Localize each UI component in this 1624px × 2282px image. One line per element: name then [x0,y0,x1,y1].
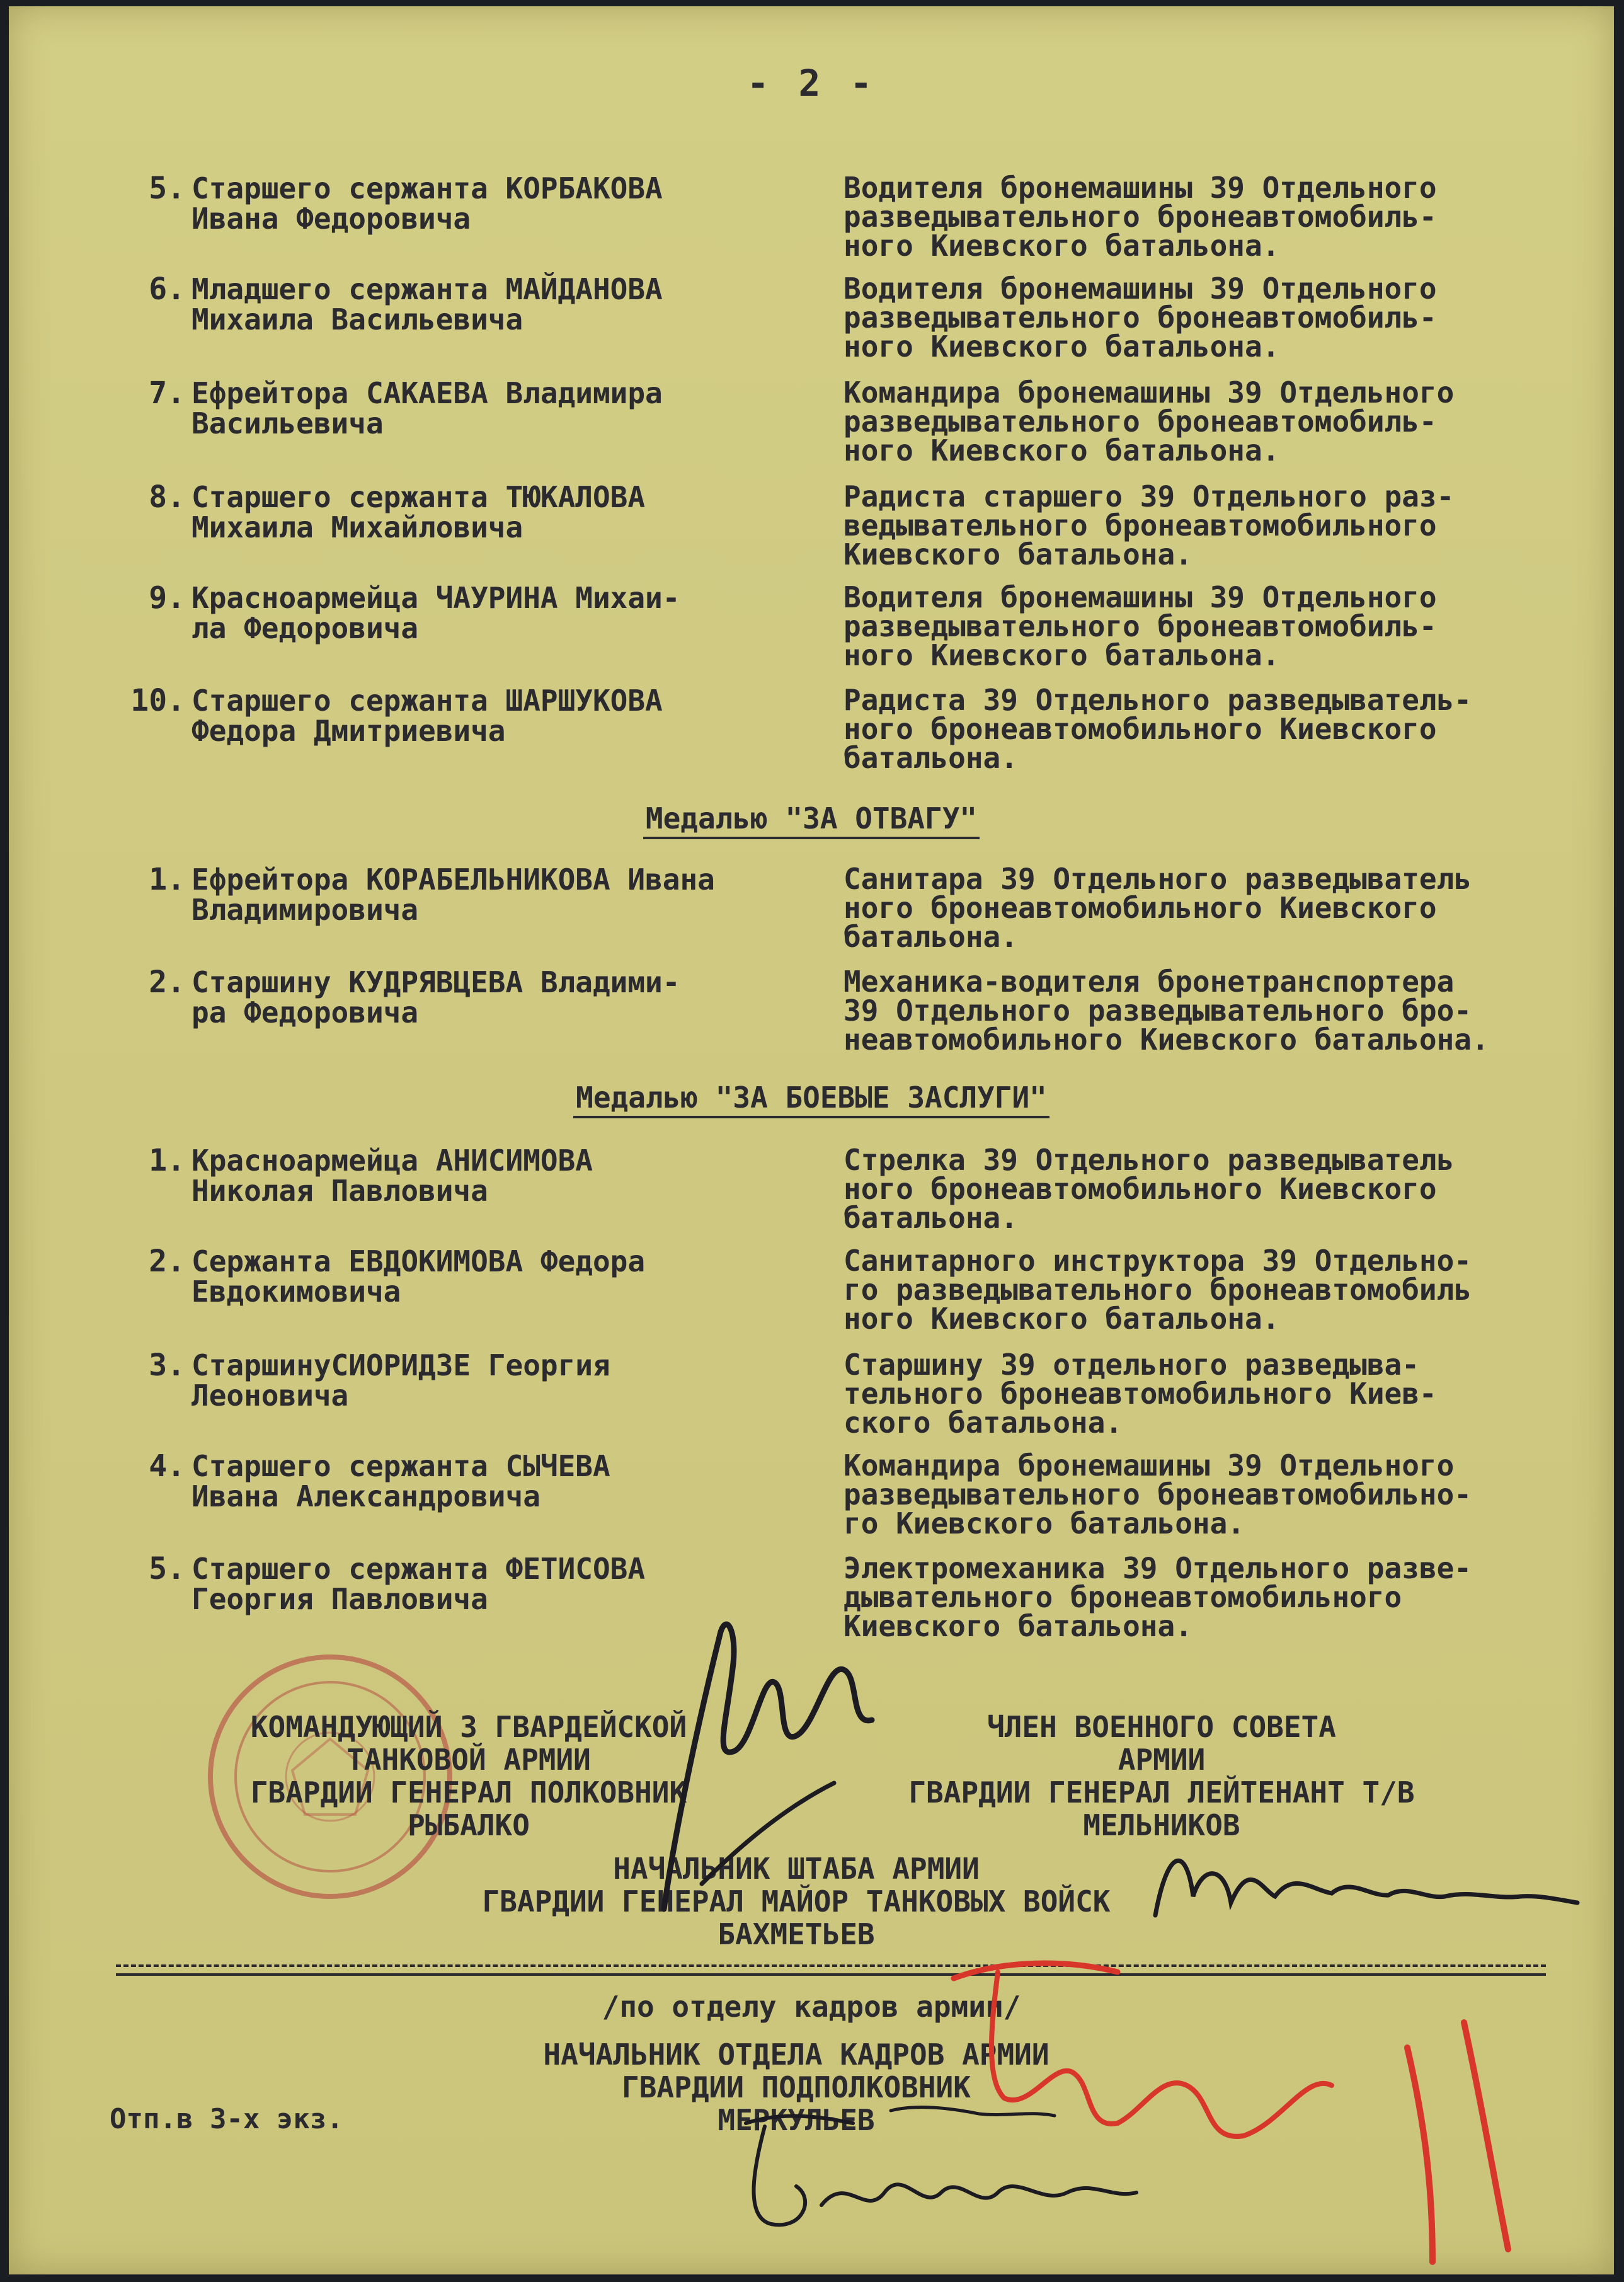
recipient-name: Старшего сержанта ФЕТИСОВА Георгия Павловича [192,1552,646,1616]
entry-number: 8. [149,479,185,515]
recipient-name: Красноармейца ЧАУРИНА Михаи- ла Федоровича [192,581,680,645]
recipient-name: Ефрейтора САКАЕВА Владимира Васильевича [192,376,663,440]
recipient-position: Старшину 39 отдельного разведыва- тельного бронеавтомобильного Киев- ского батальона. [843,1348,1437,1440]
recipient-position: Электромеханика 39 Отдельного разве- дывательного бронеавтомобильного Киевского батальона. [843,1551,1472,1643]
handwritten-signature-rybalko [626,1594,891,1922]
recipient-position: Водителя бронемашины 39 Отдельного разведывательного бронеавтомобиль- ного Киевского батальона. [843,272,1437,364]
entry-number: 6. [149,272,185,307]
handwritten-signature-barbakov [727,2098,1168,2262]
recipient-name: Красноармейца АНИСИМОВА Николая Павловича [192,1144,593,1208]
recipient-position: Водителя бронемашины 39 Отдельного разведывательного бронеавтомобиль- ного Киевского батальона. [843,171,1437,263]
entry-number: 1. [149,862,185,897]
document-page [9,6,1614,2274]
recipient-position: Радиста 39 Отдельного разведыватель- ного бронеавтомобильного Киевского батальона. [843,683,1472,775]
recipient-name: Младшего сержанта МАЙДАНОВА Михаила Васильевича [192,272,663,336]
entry-number: 5. [149,1551,185,1586]
recipient-name: СтаршинуСИОРИДЗЕ Георгия Леоновича [192,1348,610,1413]
recipient-name: Старшину КУДРЯВЦЕВА Владими- ра Федоровича [192,965,680,1029]
copies-note: Отп.в 3-х экз. [110,2103,343,2135]
personnel-chief-signature-block: НАЧАЛЬНИК ОТДЕЛА КАДРОВ АРМИИ ГВАРДИИ ПОДПОЛКОВНИК МЕРКУЛЬЕВ [543,2038,1049,2137]
recipient-name: Старшего сержанта ШАРШУКОВА Федора Дмитриевича [192,684,663,748]
military-council-signature-block: ЧЛЕН ВОЕННОГО СОВЕТА АРМИИ ГВАРДИИ ГЕНЕРАЛ ЛЕЙТЕНАНТ Т/В МЕЛЬНИКОВ [908,1710,1415,1842]
entry-number: 4. [149,1448,185,1484]
recipient-position: Радиста старшего 39 Отдельного раз- ведывательного бронеавтомобильного Киевского батальона. [843,479,1455,571]
recipient-name: Старшего сержанта ТЮКАЛОВА Михаила Михайловича [192,480,646,544]
entry-number: 2. [149,965,185,1000]
recipient-position: Стрелка 39 Отдельного разведыватель ного бронеавтомобильного Киевского батальона. [843,1143,1455,1235]
recipient-name: Ефрейтора КОРАБЕЛЬНИКОВА Ивана Владимировича [192,863,715,927]
personnel-department-note: /по отделу кадров армии/ [602,1990,1021,2024]
section-heading-za-boevye-zaslugi [9,1081,1614,1115]
entry-number: 5. [149,171,185,206]
entry-number: 7. [149,376,185,411]
recipient-name: Старшего сержанта СЫЧЕВА Ивана Александровича [192,1449,610,1513]
commander-signature-block: КОМАНДУЮЩИЙ 3 ГВАРДЕЙСКОЙ ТАНКОВОЙ АРМИИ ГВАРДИИ ГЕНЕРАЛ ПОЛКОВНИК РЫБАЛКО [250,1710,687,1842]
entry-number: 3. [149,1348,185,1383]
recipient-position: Командира бронемашины 39 Отдельного разведывательного бронеавтомобиль- ного Киевского батальона. [843,376,1455,467]
recipient-position: Санитара 39 Отдельного разведыватель ного бронеавтомобильного Киевского батальона. [843,862,1472,954]
recipient-position: Командира бронемашины 39 Отдельного разведывательного бронеавтомобильно- го Киевского батальона. [843,1448,1472,1540]
entry-number: 10. [130,683,185,718]
recipient-position: Водителя бронемашины 39 Отдельного разведывательного бронеавтомобиль- ного Киевского батальона. [843,580,1437,672]
section-heading-text: Медалью "ЗА БОЕВЫЕ ЗАСЛУГИ" [573,1081,1049,1118]
recipient-position: Механика-водителя бронетранспортера 39 Отдельного разведывательного бро- неавтомобильного Киевского батальона. [843,965,1489,1057]
chief-of-staff-signature-block: НАЧАЛЬНИК ШТАБА АРМИИ ГВАРДИИ ГЕНЕРАЛ МАЙОР ТАНКОВЫХ ВОЙСК БАХМЕТЬЕВ [482,1852,1111,1951]
recipient-name: Старшего сержанта КОРБАКОВА Ивана Федоровича [192,171,663,236]
recipient-position: Санитарного инструктора 39 Отдельно- го разведывательного бронеавтомобиль ного Киевского батальона. [843,1244,1472,1336]
recipient-name: Сержанта ЕВДОКИМОВА Федора Евдокимовича [192,1244,646,1309]
entry-number: 9. [149,580,185,616]
section-heading-text: Медалью "ЗА ОТВАГУ" [643,801,980,839]
section-heading-za-otvagu [9,801,1614,835]
entry-number: 1. [149,1143,185,1178]
entry-number: 2. [149,1244,185,1279]
page-number: - 2 - [746,62,876,105]
